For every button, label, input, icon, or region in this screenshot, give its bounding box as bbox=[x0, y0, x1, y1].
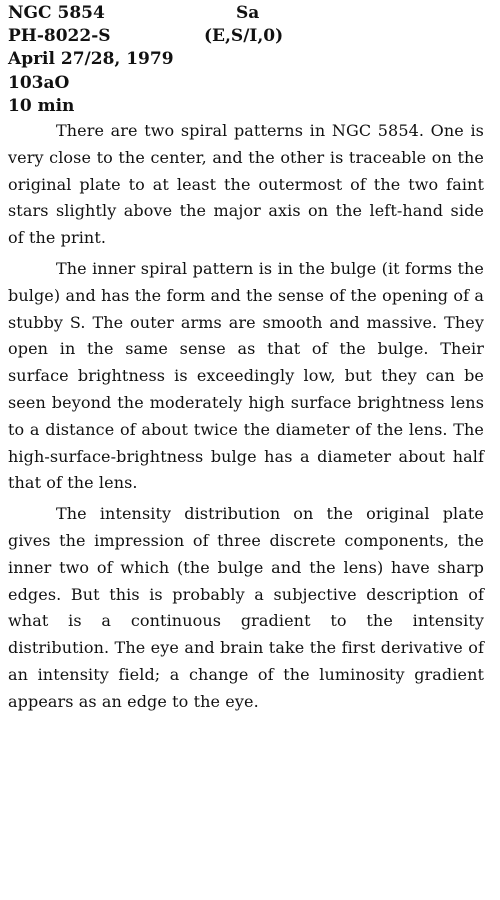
paragraph-inner-spiral: The inner spiral pattern is in the bulge (it forms the bulge) and has the form and the sense of the opening of a stubby S. The outer arms are smooth and massive. They open in the same sense as that of the bulge. Their surface brightness is exceedingly low, but they can be seen beyond the moderately high surface brightness lens to a distance of about twice the diameter of the lens. The high-surface-brightness bulge has a diameter about half that of the lens. bbox=[8, 258, 484, 493]
header-row-emulsion bbox=[8, 72, 488, 95]
plate-id: PH-8022-S bbox=[8, 26, 111, 47]
object-name: NGC 5854 bbox=[8, 3, 105, 23]
paragraph-intensity: The intensity distribution on the original plate gives the impression of three discrete components, the inner two of which (the bulge and the lens) have sharp edges. But this is probably a subjective description of what is a continuous gradient to the intensity distribution. The eye and brain take the first derivative of an intensity field; a change of the luminosity gradient appears as an edge to the eye. bbox=[8, 504, 484, 711]
paragraph-spiral-patterns: There are two spiral patterns in NGC 5854. One is very close to the center, and the other is traceable on the original plate to at least the outermost of the two faint stars slightly above the major axis on the left-hand side of the print. bbox=[8, 121, 484, 248]
emulsion: 103aO bbox=[8, 72, 70, 93]
description-text bbox=[8, 118, 484, 720]
observation-date: April 27/28, 1979 bbox=[8, 49, 174, 70]
plate-header bbox=[8, 2, 488, 118]
header-row-plate bbox=[8, 25, 488, 48]
exposure: 10 min bbox=[8, 95, 75, 116]
classification: Sa bbox=[236, 3, 260, 23]
classification-codes: (E,S/I,0) bbox=[204, 26, 284, 47]
header-row-exposure bbox=[8, 95, 488, 118]
header-row-date bbox=[8, 48, 488, 71]
header-row-object bbox=[8, 2, 488, 25]
